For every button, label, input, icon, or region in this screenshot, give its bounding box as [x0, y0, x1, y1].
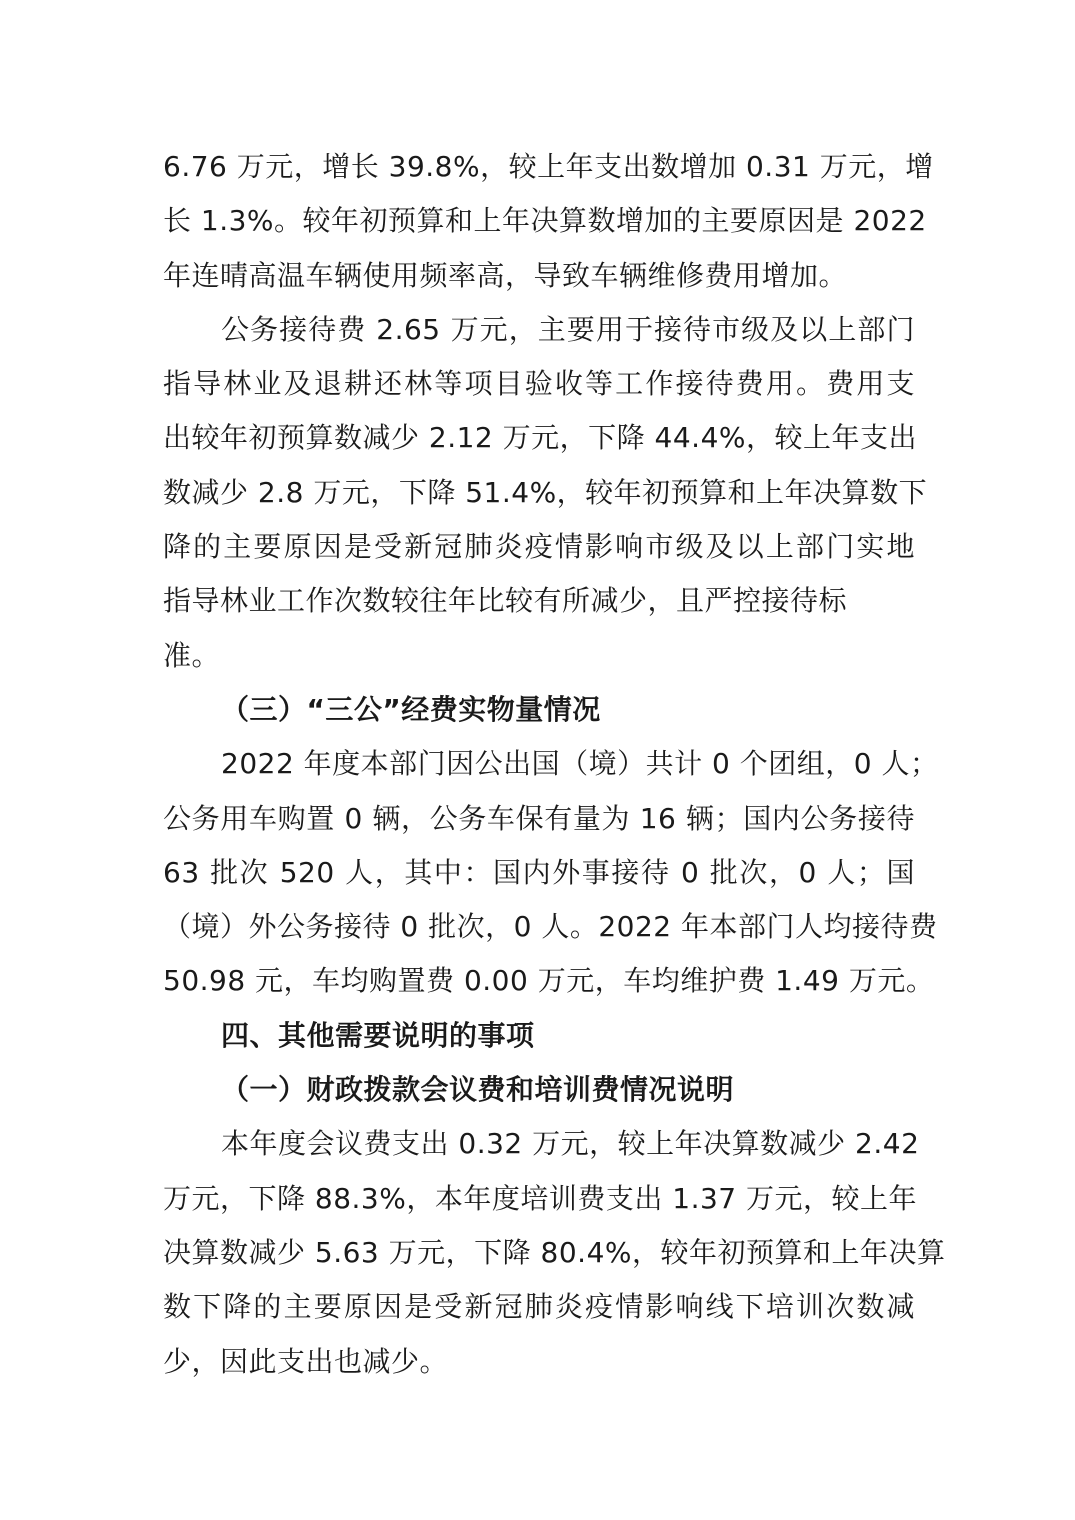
paragraph-start-line: 本年度会议费支出 0.32 万元，较上年决算数减少 2.42: [221, 1127, 920, 1161]
text-line: 准。: [163, 638, 221, 672]
paragraph-start-line: 公务接待费 2.65 万元，主要用于接待市级及以上部门: [221, 312, 915, 346]
document-page: [163, 140, 946, 1389]
text-line: 50.98 元，车均购置费 0.00 万元，车均维护费 1.49 万元。: [163, 964, 935, 998]
text-line: 指导林业及退耕还林等项目验收等工作接待费用。费用支: [163, 367, 915, 401]
text-line: 出较年初预算数减少 2.12 万元，下降 44.4%，较上年支出: [163, 421, 917, 455]
section-heading-4: 四、其他需要说明的事项: [221, 1018, 535, 1052]
text-line: 万元，下降 88.3%，本年度培训费支出 1.37 万元，较上年: [163, 1181, 917, 1215]
text-line: 长 1.3%。较年初预算和上年决算数增加的主要原因是 2022: [163, 204, 927, 238]
subsection-heading-1: （一）财政拨款会议费和培训费情况说明: [221, 1073, 735, 1107]
text-line: 少，因此支出也减少。: [163, 1344, 449, 1378]
text-line: 数下降的主要原因是受新冠肺炎疫情影响线下培训次数减: [163, 1290, 915, 1324]
text-line: 6.76 万元，增长 39.8%，较上年支出数增加 0.31 万元，增: [163, 150, 934, 183]
paragraph-start-line: 2022 年度本部门因公出国（境）共计 0 个团组，0 人；: [221, 747, 939, 781]
text-line: 年连晴高温车辆使用频率高，导致车辆维修费用增加。: [163, 258, 848, 292]
text-line: 决算数减少 5.63 万元，下降 80.4%，较年初预算和上年决算: [163, 1235, 946, 1269]
text-line: 公务用车购置 0 辆，公务车保有量为 16 辆；国内公务接待: [163, 801, 915, 835]
text-line: 指导林业工作次数较往年比较有所减少，且严控接待标: [163, 584, 848, 618]
section-heading-3: （三）“三公”经费实物量情况: [221, 692, 601, 726]
text-line: 63 批次 520 人，其中：国内外事接待 0 批次，0 人；国: [163, 855, 915, 889]
text-line: （境）外公务接待 0 批次，0 人。2022 年本部门人均接待费: [163, 910, 938, 944]
text-line: 降的主要原因是受新冠肺炎疫情影响市级及以上部门实地: [163, 530, 915, 564]
text-line: 数减少 2.8 万元，下降 51.4%，较年初预算和上年决算数下: [163, 475, 928, 509]
